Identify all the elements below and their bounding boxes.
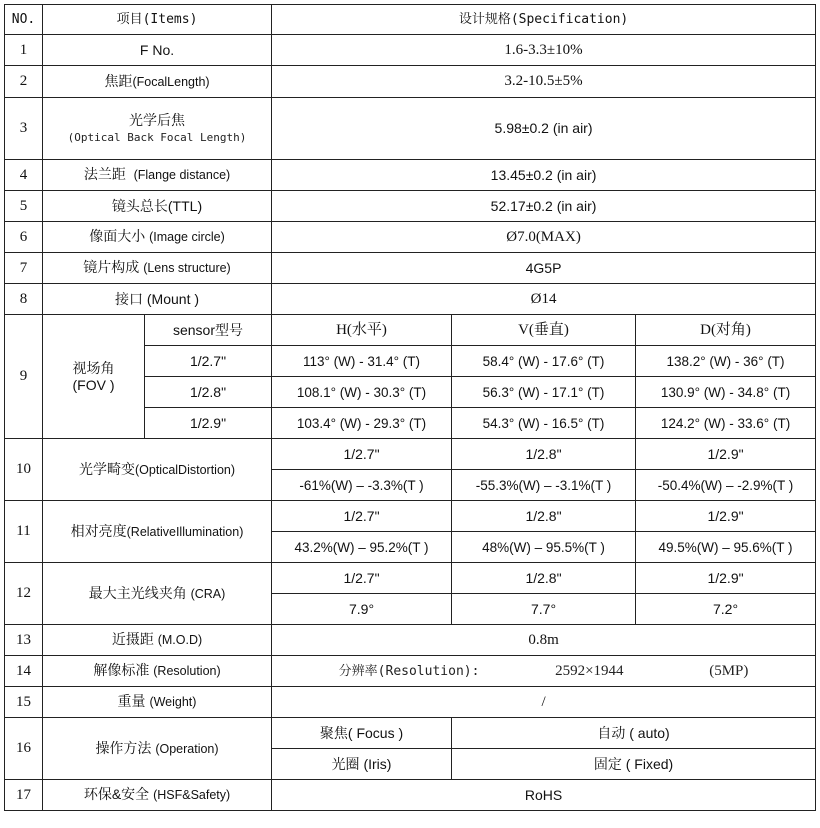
fov-d: 124.2° (W) - 33.6° (T) (636, 408, 816, 439)
operation-value: 固定 ( Fixed) (452, 749, 816, 780)
row-label: 镜片构成 (83, 259, 140, 275)
row-label: 光学后焦 (129, 111, 185, 128)
cra-value: 7.9° (272, 594, 452, 625)
fov-h: 108.1° (W) - 30.3° (T) (272, 377, 452, 408)
row-label-cell (43, 315, 145, 439)
row-label-cell (43, 563, 272, 625)
cra-sensor: 1/2.9" (636, 563, 816, 594)
row-label-en: (Image circle) (149, 230, 225, 244)
table-row (5, 222, 816, 253)
cra-sensor: 1/2.7" (272, 563, 452, 594)
row-no: 3 (5, 98, 43, 160)
row-no: 17 (5, 780, 43, 811)
illumination-value: 43.2%(W) – 95.2%(T ) (272, 532, 452, 563)
row-no: 15 (5, 687, 43, 718)
row-label-cell (43, 98, 272, 160)
row-value: 4G5P (272, 253, 816, 284)
table-row (5, 66, 816, 98)
fov-head-row (5, 315, 816, 346)
row-label: 环保&安全 (83, 786, 150, 802)
row-label: 操作方法 (95, 739, 152, 756)
row-no: 6 (5, 222, 43, 253)
cra-sensor: 1/2.8" (452, 563, 636, 594)
row-no: 4 (5, 160, 43, 191)
row-label-en: (Resolution) (153, 664, 221, 678)
fov-sensor: 1/2.9" (145, 408, 272, 439)
row-label-cell (43, 780, 272, 811)
row-label: 镜头总长(TTL) (43, 191, 272, 222)
fov-v: 54.3° (W) - 16.5° (T) (452, 408, 636, 439)
distortion-value: -50.4%(W) – -2.9%(T ) (636, 470, 816, 501)
row-value: RoHS (272, 780, 816, 811)
row-label: 像面大小 (89, 228, 146, 244)
fov-head-v: V(垂直) (452, 315, 636, 346)
row-no: 12 (5, 563, 43, 625)
row-value: 52.17±0.2 (in air) (272, 191, 816, 222)
row-label: 最大主光线夹角 (88, 584, 187, 601)
row-label: 光学畸变 (78, 460, 135, 477)
row-no: 5 (5, 191, 43, 222)
row-no: 2 (5, 66, 43, 98)
row-label: F No. (43, 35, 272, 66)
row-label: 重量 (117, 693, 146, 709)
cra-value: 7.7° (452, 594, 636, 625)
row-no: 10 (5, 439, 43, 501)
operation-name: 光圈 (Iris) (272, 749, 452, 780)
row-no: 7 (5, 253, 43, 284)
row-label-en: (Weight) (149, 695, 197, 709)
distortion-sensor: 1/2.7" (272, 439, 452, 470)
illumination-sensor-row (5, 501, 816, 532)
fov-head-h: H(水平) (272, 315, 452, 346)
row-label-cell (43, 253, 272, 284)
table-row (5, 191, 816, 222)
row-no: 1 (5, 35, 43, 66)
row-no: 8 (5, 284, 43, 315)
row-label-cell (43, 160, 272, 191)
resolution-value: 2592×1944 (555, 662, 624, 679)
row-value: 13.45±0.2 (in air) (272, 160, 816, 191)
spec-table (4, 4, 816, 811)
fov-head-d: D(对角) (636, 315, 816, 346)
header-spec: 设计规格(Specification) (272, 5, 816, 35)
table-row (5, 780, 816, 811)
row-label-en: (CRA) (190, 586, 226, 601)
header-no: NO. (5, 5, 43, 35)
header-row (5, 5, 816, 35)
resolution-label: 分辨率(Resolution): (338, 663, 480, 679)
row-label: 焦距 (104, 72, 133, 89)
row-value: 3.2-10.5±5% (272, 66, 816, 98)
row-value: 1.6-3.3±10% (272, 35, 816, 66)
row-label-cell (43, 687, 272, 718)
row-label-en: (OpticalDistortion) (134, 462, 236, 477)
row-label-en: (Operation) (155, 741, 219, 756)
row-label-cell (43, 439, 272, 501)
row-label-en: (FOV ) (72, 376, 115, 393)
illumination-value: 49.5%(W) – 95.6%(T ) (636, 532, 816, 563)
illumination-sensor: 1/2.8" (452, 501, 636, 532)
row-label: 相对亮度 (70, 522, 127, 539)
distortion-sensor-row (5, 439, 816, 470)
row-no: 9 (5, 315, 43, 439)
table-row (5, 160, 816, 191)
row-value: 0.8m (272, 625, 816, 656)
fov-d: 130.9° (W) - 34.8° (T) (636, 377, 816, 408)
fov-sensor: 1/2.7" (145, 346, 272, 377)
row-label: 接口 (Mount ) (43, 284, 272, 315)
row-label-cell (43, 625, 272, 656)
table-row (5, 687, 816, 718)
row-value: Ø7.0(MAX) (272, 222, 816, 253)
distortion-value: -61%(W) – -3.3%(T ) (272, 470, 452, 501)
row-no: 16 (5, 718, 43, 780)
row-label-cell (43, 66, 272, 98)
operation-name: 聚焦( Focus ) (272, 718, 452, 749)
fov-v: 56.3° (W) - 17.1° (T) (452, 377, 636, 408)
row-value: 5.98±0.2 (in air) (272, 98, 816, 160)
row-label: 视场角 (72, 359, 115, 376)
row-label-cell (43, 656, 272, 687)
resolution-mp: (5MP) (709, 662, 749, 679)
fov-head-sensor: sensor型号 (145, 315, 272, 346)
fov-h: 103.4° (W) - 29.3° (T) (272, 408, 452, 439)
row-label-en: (Optical Back Focal Length) (67, 130, 247, 144)
table-row (5, 98, 816, 160)
row-label-cell (43, 222, 272, 253)
row-label-en: (Flange distance) (133, 168, 231, 182)
table-row (5, 253, 816, 284)
row-value: Ø14 (272, 284, 816, 315)
row-label-en: (Lens structure) (143, 261, 231, 275)
distortion-sensor: 1/2.8" (452, 439, 636, 470)
row-label-en: (HSF&Safety) (153, 788, 231, 802)
row-label: 近摄距 (111, 631, 154, 647)
row-no: 14 (5, 656, 43, 687)
row-label-cell (43, 501, 272, 563)
row-label-en: (RelativeIllumination) (126, 524, 244, 539)
distortion-value: -55.3%(W) – -3.1%(T ) (452, 470, 636, 501)
illumination-value: 48%(W) – 95.5%(T ) (452, 532, 636, 563)
table-row (5, 625, 816, 656)
cra-value: 7.2° (636, 594, 816, 625)
spec-table-container (4, 4, 816, 811)
header-items: 项目(Items) (43, 5, 272, 35)
fov-v: 58.4° (W) - 17.6° (T) (452, 346, 636, 377)
fov-d: 138.2° (W) - 36° (T) (636, 346, 816, 377)
row-value: / (272, 687, 816, 718)
table-row (5, 35, 816, 66)
row-label-en: (M.O.D) (157, 633, 203, 647)
row-label: 解像标准 (93, 662, 150, 678)
row-label-en: (FocalLength) (132, 74, 210, 89)
fov-sensor: 1/2.8" (145, 377, 272, 408)
illumination-sensor: 1/2.9" (636, 501, 816, 532)
row-label: 法兰距 (83, 166, 126, 182)
row-no: 11 (5, 501, 43, 563)
operation-value: 自动 ( auto) (452, 718, 816, 749)
table-row (5, 284, 816, 315)
cra-sensor-row (5, 563, 816, 594)
row-label-cell (43, 718, 272, 780)
row-no: 13 (5, 625, 43, 656)
distortion-sensor: 1/2.9" (636, 439, 816, 470)
illumination-sensor: 1/2.7" (272, 501, 452, 532)
table-row (5, 656, 816, 687)
row-value-cell (272, 656, 816, 687)
fov-h: 113° (W) - 31.4° (T) (272, 346, 452, 377)
operation-row (5, 718, 816, 749)
